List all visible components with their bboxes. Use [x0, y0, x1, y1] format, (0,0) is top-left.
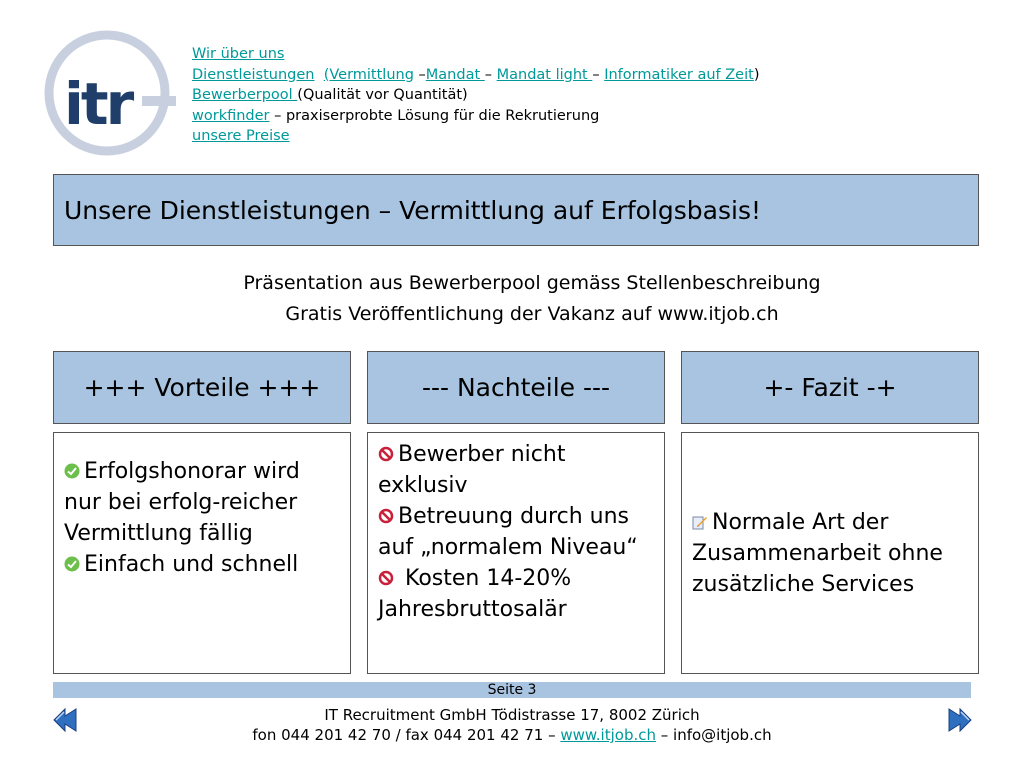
link-services[interactable]: Dienstleistungen: [192, 66, 315, 83]
page-number-bar: [53, 682, 971, 698]
vorteil-text: Einfach und schnell: [84, 552, 299, 577]
footer-contact: [0, 725, 1024, 745]
intro-text: [100, 268, 964, 330]
nav-paren-close: ): [753, 66, 760, 83]
link-paren-open[interactable]: (: [323, 66, 330, 83]
fazit-list: [681, 432, 979, 674]
list-item: [378, 501, 654, 563]
list-item: [64, 549, 340, 580]
nachteil-text: Kosten 14-20% Jahresbruttosalär: [378, 566, 572, 622]
check-icon: [64, 463, 80, 479]
check-icon: [64, 556, 80, 572]
list-item: [378, 439, 654, 501]
workfinder-note: – praxiserprobte Lösung für die Rekrutierung: [269, 107, 600, 124]
footer-email: – info@itjob.ch: [656, 726, 772, 744]
link-vermittlung[interactable]: Vermittlung: [329, 66, 414, 83]
link-mandat[interactable]: Mandat: [425, 66, 485, 83]
nachteile-list: [367, 432, 665, 674]
list-item: [64, 456, 340, 549]
footer-phone-fax: fon 044 201 42 70 / fax 044 201 42 71 –: [252, 726, 561, 744]
fazit-title: +- Fazit -+: [763, 373, 897, 402]
no-icon: [378, 446, 394, 462]
vorteile-list: [53, 432, 351, 674]
page-number: Seite 3: [487, 682, 537, 698]
page-title: Unsere Dienstleistungen – Vermittlung auf Erfolgsbasis!: [64, 195, 761, 225]
list-item: [692, 507, 968, 600]
link-informatiker[interactable]: Informatiker auf Zeit: [604, 66, 754, 83]
link-bewerberpool[interactable]: Bewerberpool: [192, 87, 298, 103]
itr-logo-icon: [42, 28, 178, 158]
vorteile-title: +++ Vorteile +++: [83, 373, 321, 402]
nachteile-title: --- Nachteile ---: [421, 373, 611, 402]
link-preise[interactable]: unsere Preise: [192, 128, 290, 144]
footer: [0, 705, 1024, 745]
link-about[interactable]: Wir über uns: [192, 46, 285, 62]
nachteile-header: [367, 351, 665, 424]
bewerberpool-note: (Qualität vor Quantität): [297, 87, 468, 103]
edit-icon: [692, 514, 708, 530]
nav-separator: –: [413, 66, 426, 83]
intro-line-1: Präsentation aus Bewerberpool gemäss Stellenbeschreibung: [243, 272, 821, 294]
nachteil-text: Betreuung durch uns auf „normalem Niveau“: [378, 504, 638, 560]
page-title-banner: [53, 174, 979, 246]
no-icon: [378, 570, 394, 586]
fazit-text: Normale Art der Zusammenarbeit ohne zusätzliche Services: [692, 509, 943, 597]
list-item: [378, 563, 654, 625]
nachteil-text: Bewerber nicht exklusiv: [378, 442, 566, 498]
fazit-header: [681, 351, 979, 424]
link-mandat-light[interactable]: Mandat light: [496, 66, 593, 83]
nav-separator: –: [484, 66, 497, 83]
vorteil-text: Erfolgshonorar wird nur bei erfolg-reicher Vermittlung fällig: [64, 459, 300, 546]
no-icon: [378, 508, 394, 524]
logo-text: itr: [64, 70, 132, 138]
footer-company: IT Recruitment GmbH Tödistrasse 17, 8002 Zürich: [324, 706, 700, 724]
vorteile-header: [53, 351, 351, 424]
top-navigation: [192, 44, 759, 147]
nav-separator: –: [592, 66, 605, 83]
link-workfinder[interactable]: workfinder: [192, 107, 270, 124]
intro-line-2: Gratis Veröffentlichung der Vakanz auf www.itjob.ch: [285, 303, 779, 325]
footer-website-link[interactable]: www.itjob.ch: [560, 726, 656, 744]
